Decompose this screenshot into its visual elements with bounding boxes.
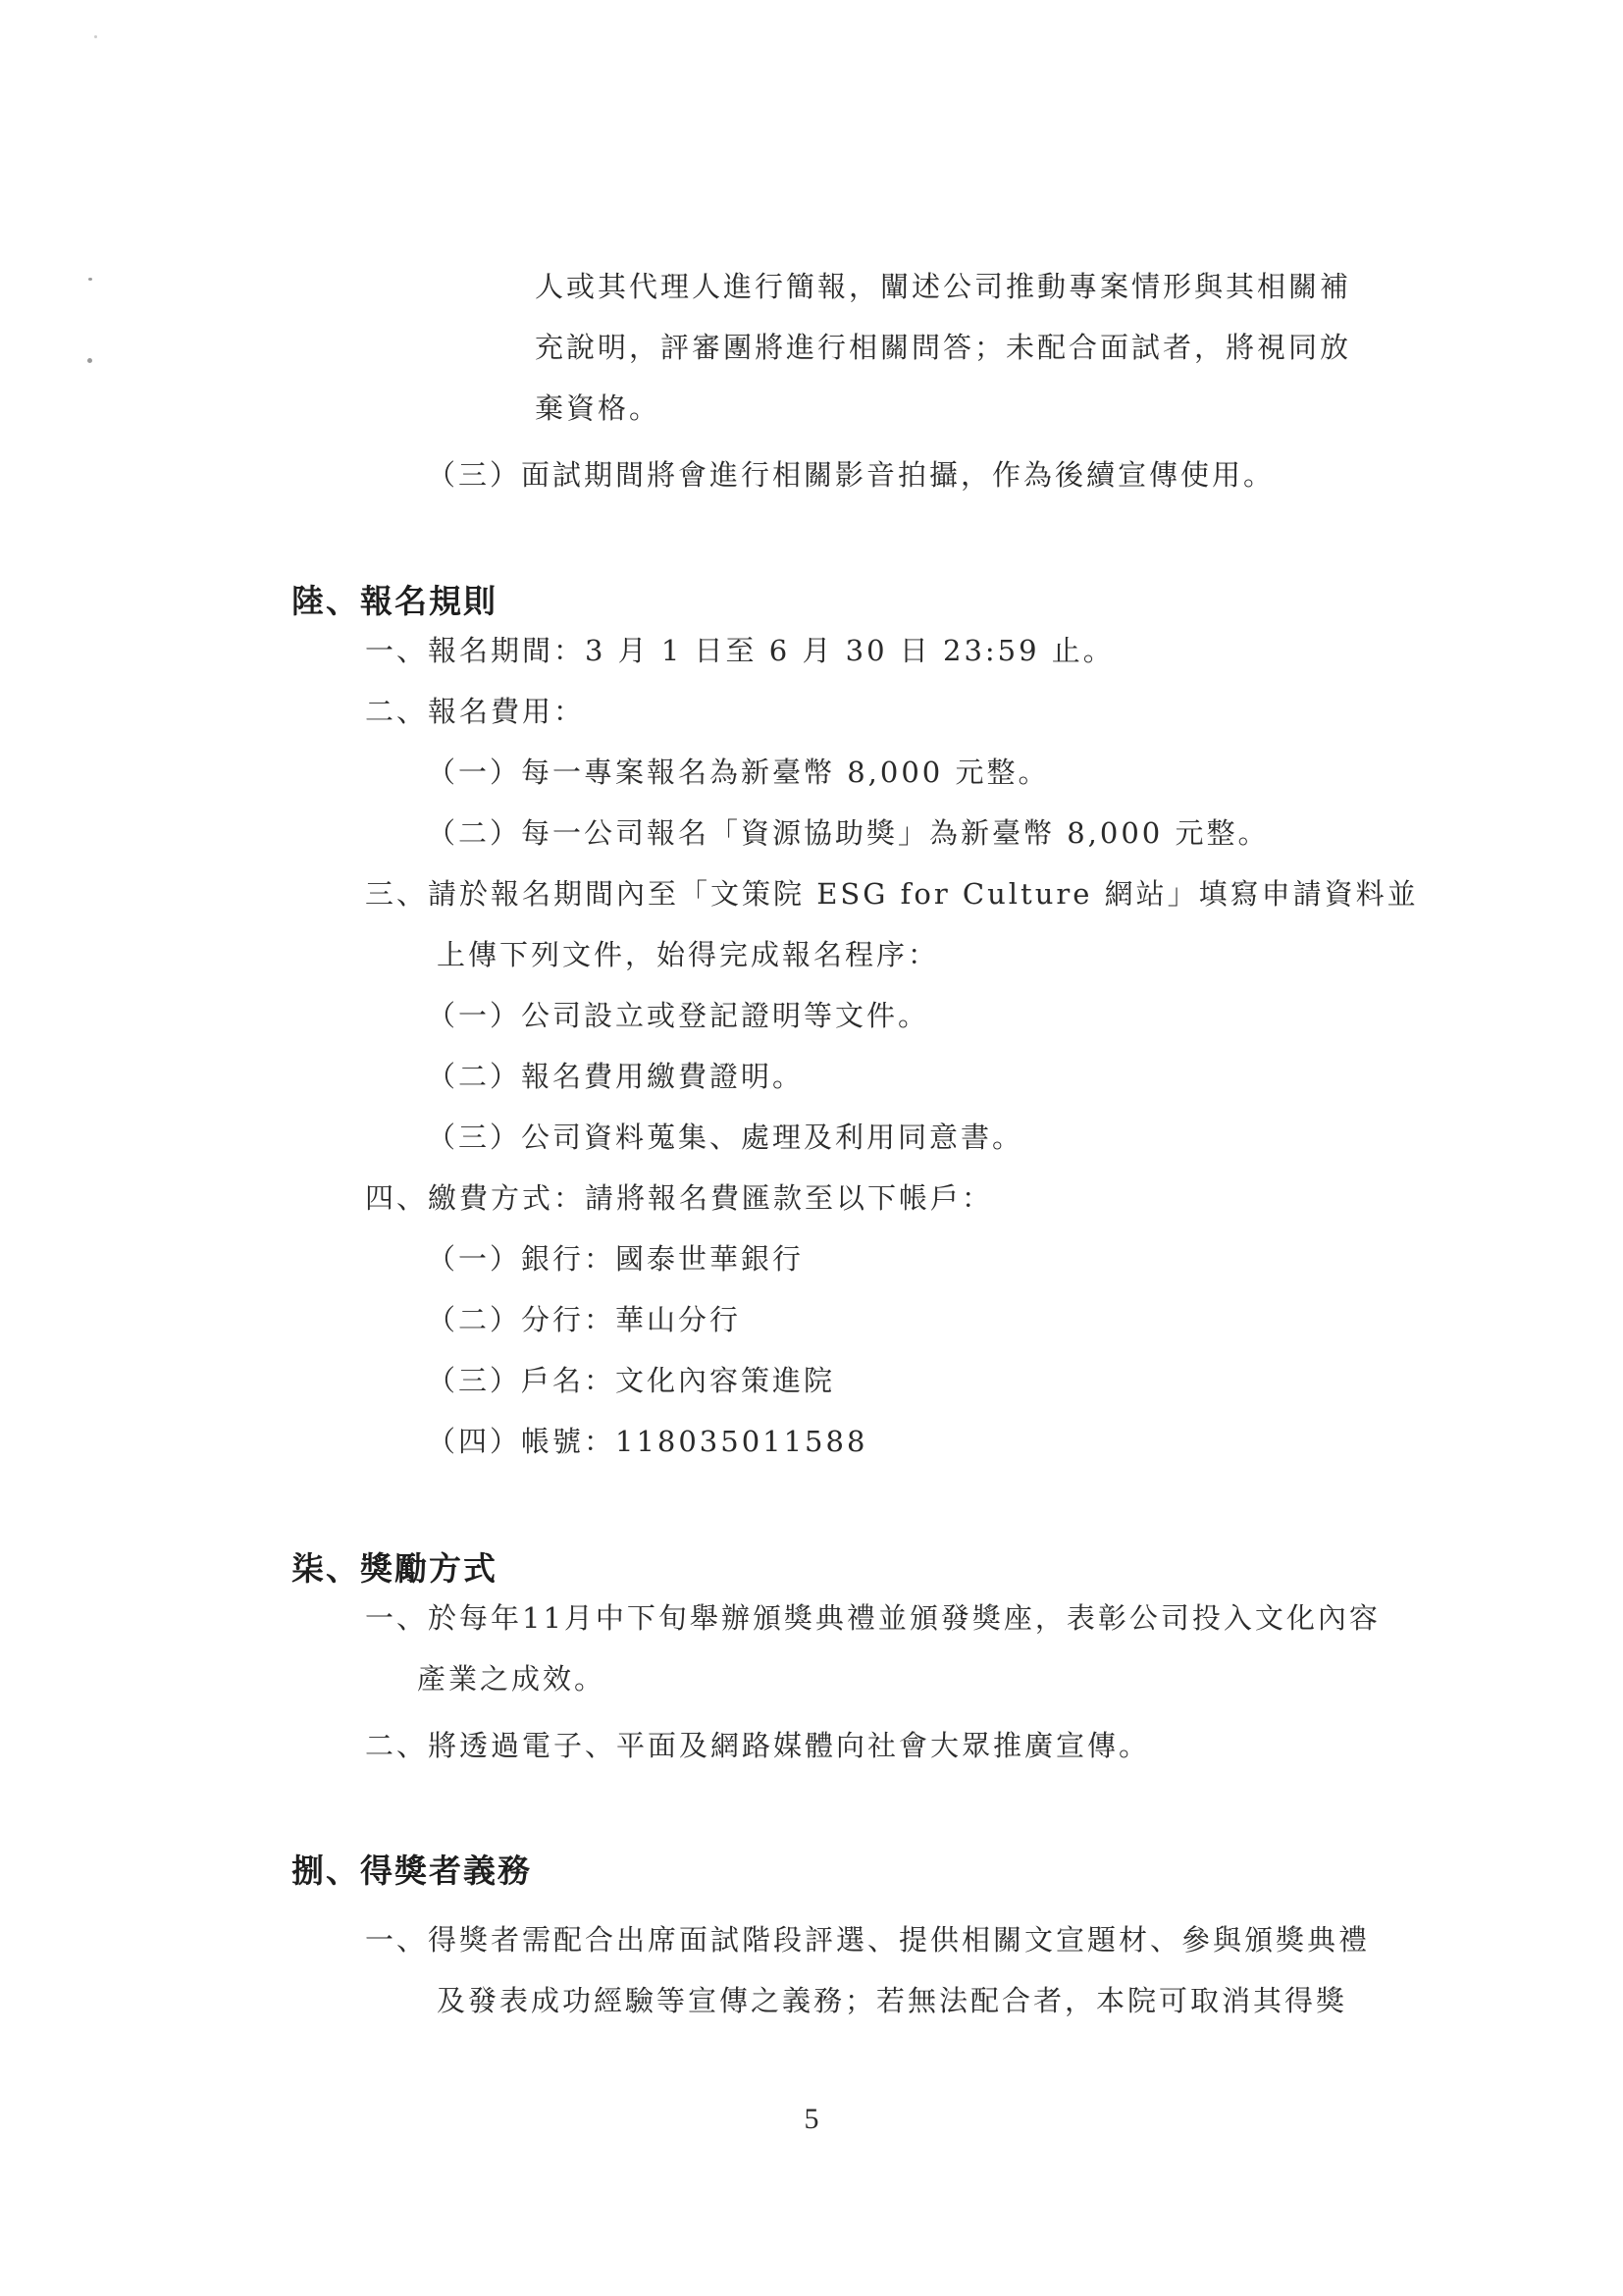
section-heading: 柒、獎勵方式	[291, 1549, 497, 1588]
list-item: 四、繳費方式：請將報名費匯款至以下帳戶：	[365, 1181, 994, 1215]
sub-list-item: （一）銀行：國泰世華銀行	[427, 1242, 805, 1276]
page-number: 5	[804, 2103, 819, 2135]
list-item-continuation: 及發表成功經驗等宣傳之義務；若無法配合者，本院可取消其得獎	[437, 1984, 1348, 2017]
scan-speck	[87, 358, 92, 363]
paragraph-line: 棄資格。	[535, 391, 661, 425]
list-item: 三、請於報名期間內至「文策院 ESG for Culture 網站」填寫申請資料並	[365, 877, 1419, 911]
scan-speck	[94, 35, 97, 38]
list-item-continuation: 產業之成效。	[417, 1662, 606, 1696]
sub-list-item: （三）公司資料蒐集、處理及利用同意書。	[427, 1121, 1024, 1154]
paragraph-line: 充說明，評審團將進行相關問答；未配合面試者，將視同放	[535, 331, 1352, 364]
sub-list-item: （二）分行：華山分行	[427, 1303, 742, 1336]
sub-list-item: （三）戶名：文化內容策進院	[427, 1364, 836, 1397]
list-item: 二、將透過電子、平面及網路媒體向社會大眾推廣宣傳。	[365, 1729, 1151, 1762]
list-item: 一、於每年11月中下旬舉辦頒獎典禮並頒發獎座，表彰公司投入文化內容	[365, 1601, 1381, 1635]
list-item: （三）面試期間將會進行相關影音拍攝，作為後續宣傳使用。	[427, 458, 1276, 492]
list-item-continuation: 上傳下列文件，始得完成報名程序：	[437, 938, 940, 971]
sub-list-item: （二）報名費用繳費證明。	[427, 1060, 805, 1093]
scan-speck	[88, 278, 92, 281]
paragraph-line: 人或其代理人進行簡報，闡述公司推動專案情形與其相關補	[535, 270, 1352, 303]
section-heading: 捌、得獎者義務	[291, 1852, 532, 1890]
sub-list-item: （一）公司設立或登記證明等文件。	[427, 999, 930, 1032]
sub-list-item: （一）每一專案報名為新臺幣 8,000 元整。	[427, 756, 1050, 789]
list-item: 一、報名期間：3 月 1 日至 6 月 30 日 23:59 止。	[365, 634, 1115, 667]
sub-list-item: （二）每一公司報名「資源協助獎」為新臺幣 8,000 元整。	[427, 816, 1270, 850]
section-heading: 陸、報名規則	[291, 582, 497, 620]
sub-list-item: （四）帳號：118035011588	[427, 1425, 868, 1458]
list-item: 一、得獎者需配合出席面試階段評選、提供相關文宣題材、參與頒獎典禮	[365, 1923, 1371, 1957]
list-item: 二、報名費用：	[365, 695, 586, 728]
